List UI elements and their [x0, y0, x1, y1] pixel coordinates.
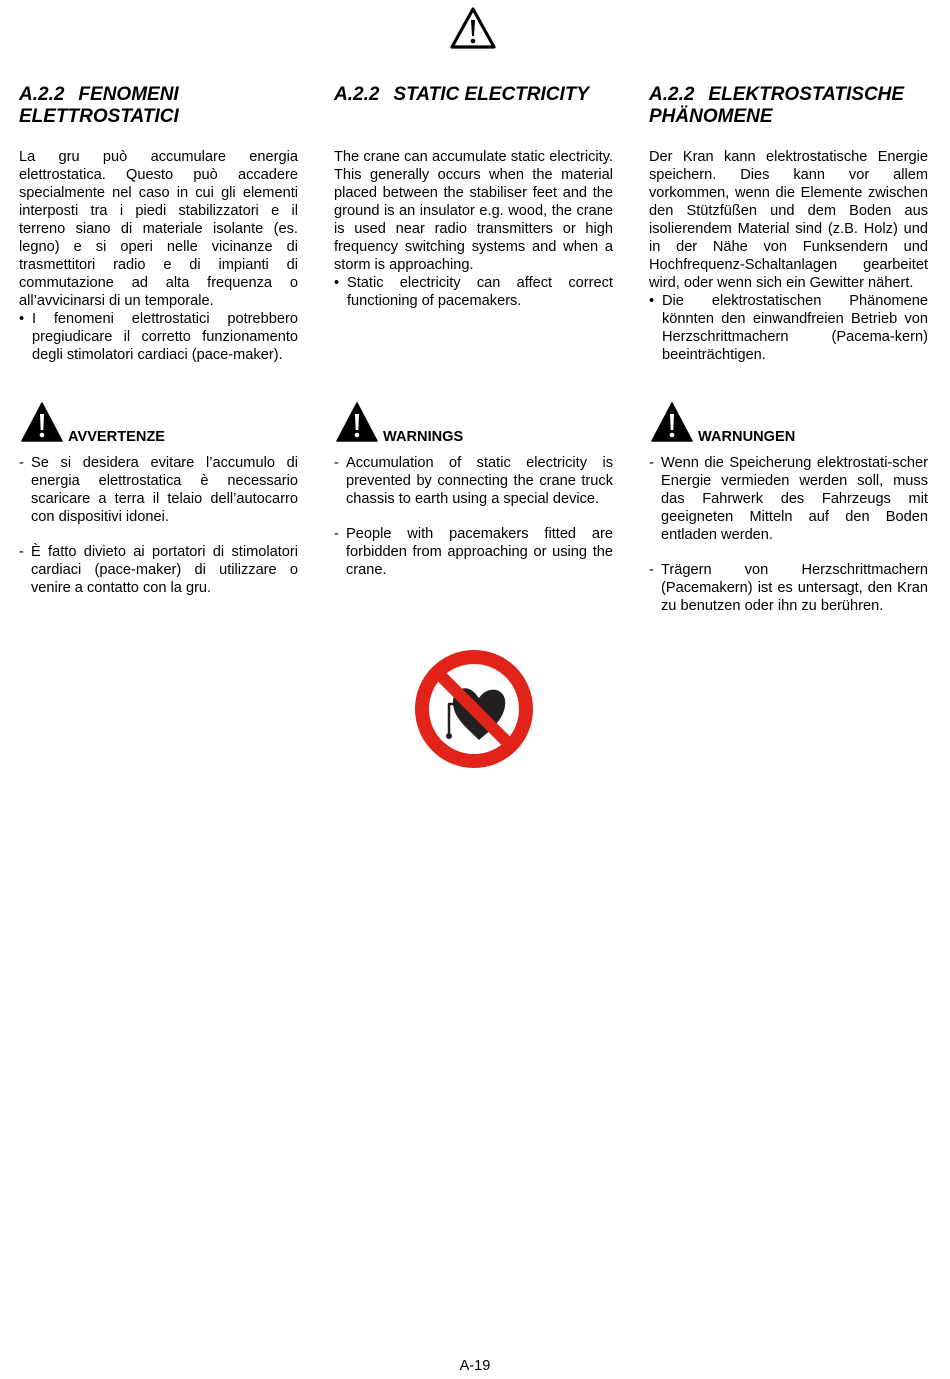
column-german: [649, 84, 928, 364]
warning-item: [649, 561, 928, 615]
dash-marker: -: [19, 544, 24, 560]
warning-item: [19, 454, 298, 526]
warning-text: People with pacemakers fitted are forbidden from approaching or using the crane.: [346, 526, 613, 578]
warnings-list: [649, 454, 928, 615]
dash-marker: -: [19, 455, 24, 471]
warning-exclamation-icon: [651, 402, 693, 442]
no-pacemaker-prohibition-icon: [413, 648, 535, 770]
warnings-block-english: [334, 402, 613, 596]
dash-marker: -: [649, 562, 654, 578]
warning-text: Wenn die Speicherung elektrostati-scher Energie vermieden werden soll, muss das Fahrwerk des Fahrzeugs mit geeigneten Mitteln auf den Boden entladen werden.: [661, 455, 928, 543]
section-number: A.2.2: [649, 84, 695, 105]
warning-text: Se si desidera evitare l’accumulo di energia elettrostatica è necessario scaricare a terra il telaio dell’autocarro con dispositivi idonei.: [31, 455, 298, 525]
dash-marker: -: [334, 526, 339, 542]
warning-text: Trägern von Herzschrittmachern (Pacemakern) ist es untersagt, den Kran zu benutzen oder ihn zu berühren.: [661, 562, 928, 614]
intro-paragraph: La gru può accumulare energia elettrostatica. Questo può accadere specialmente nel caso in cui gli elementi interposti tra i piedi stabilizzatori e il terreno siano di materiale isolante (es. legno) e si operi nelle vicinanze di trasmettitori radio e di impianti di commutazione ad alta frequenza o all’avvicinarsi di un temporale.: [19, 149, 298, 309]
warning-item: [334, 525, 613, 579]
warnings-list: [334, 454, 613, 579]
section-title: ELEKTROSTATISCHE PHÄNOMENE: [649, 84, 905, 127]
warning-item: [334, 454, 613, 508]
intro-paragraph: The crane can accumulate static electricity. This generally occurs when the material placed between the stabiliser feet and the ground is an insulator e.g. wood, the crane is used near radio transmitters or high frequency switching systems and when a storm is approaching.: [334, 149, 613, 273]
warning-exclamation-icon: [21, 402, 63, 442]
warnings-block-german: [649, 402, 928, 632]
warning-triangle-icon: [449, 6, 497, 50]
warning-item: [649, 454, 928, 544]
section-heading: [649, 84, 928, 148]
warnings-list: [19, 454, 298, 597]
column-italian: [19, 84, 298, 364]
section-number: A.2.2: [334, 84, 380, 105]
section-title: STATIC ELECTRICITY: [393, 84, 590, 105]
warning-item: [19, 543, 298, 597]
intro-paragraph: Der Kran kann elektrostatische Energie speichern. Dies kann vor allem vorkommen, wenn die Elemente zwischen den Stützfüßen und dem Boden aus isolierendem Material sind (z.B. Holz) und in der Nähe von Funksendern und Hochfrequenz-Schaltanlagen gearbeitet wird, oder wenn sich ein Gewitter nähert.: [649, 149, 928, 291]
warnings-header: [334, 402, 613, 446]
dash-marker: -: [334, 455, 339, 471]
warnings-block-italian: [19, 402, 298, 614]
warning-text: È fatto divieto ai portatori di stimolatori cardiaci (pace-maker) di utilizzare o venire a contatto con la gru.: [31, 544, 298, 596]
warning-exclamation-icon: [336, 402, 378, 442]
warnings-header: [649, 402, 928, 446]
bullet-item: [334, 274, 613, 310]
column-english: [334, 84, 613, 310]
bullet-dot: •: [19, 311, 25, 327]
bullet-text: Die elektrostatischen Phänomene könnten den einwandfreien Betrieb von Herzschrittmachern (Pacema-kern) beeinträchtigen.: [662, 293, 928, 363]
warnings-header: [19, 402, 298, 446]
section-number: A.2.2: [19, 84, 65, 105]
bullet-item: [19, 310, 298, 364]
bullet-text: I fenomeni elettrostatici potrebbero pregiudicare il corretto funzionamento degli stimolatori cardiaci (pace-maker).: [32, 311, 298, 363]
dash-marker: -: [649, 455, 654, 471]
warnings-title: WARNUNGEN: [698, 429, 796, 445]
section-heading: [334, 84, 613, 148]
warnings-title: AVVERTENZE: [68, 429, 166, 445]
section-title: FENOMENI ELETTROSTATICI: [19, 84, 179, 127]
warning-text: Accumulation of static electricity is prevented by connecting the crane truck chassis to earth using a special device.: [346, 455, 613, 507]
bullet-text: Static electricity can affect correct functioning of pacemakers.: [347, 275, 613, 309]
bullet-dot: •: [334, 275, 340, 291]
bullet-dot: •: [649, 293, 655, 309]
bullet-item: [649, 292, 928, 364]
section-heading: [19, 84, 298, 148]
page-number: A-19: [459, 1358, 491, 1374]
warnings-title: WARNINGS: [383, 429, 464, 445]
